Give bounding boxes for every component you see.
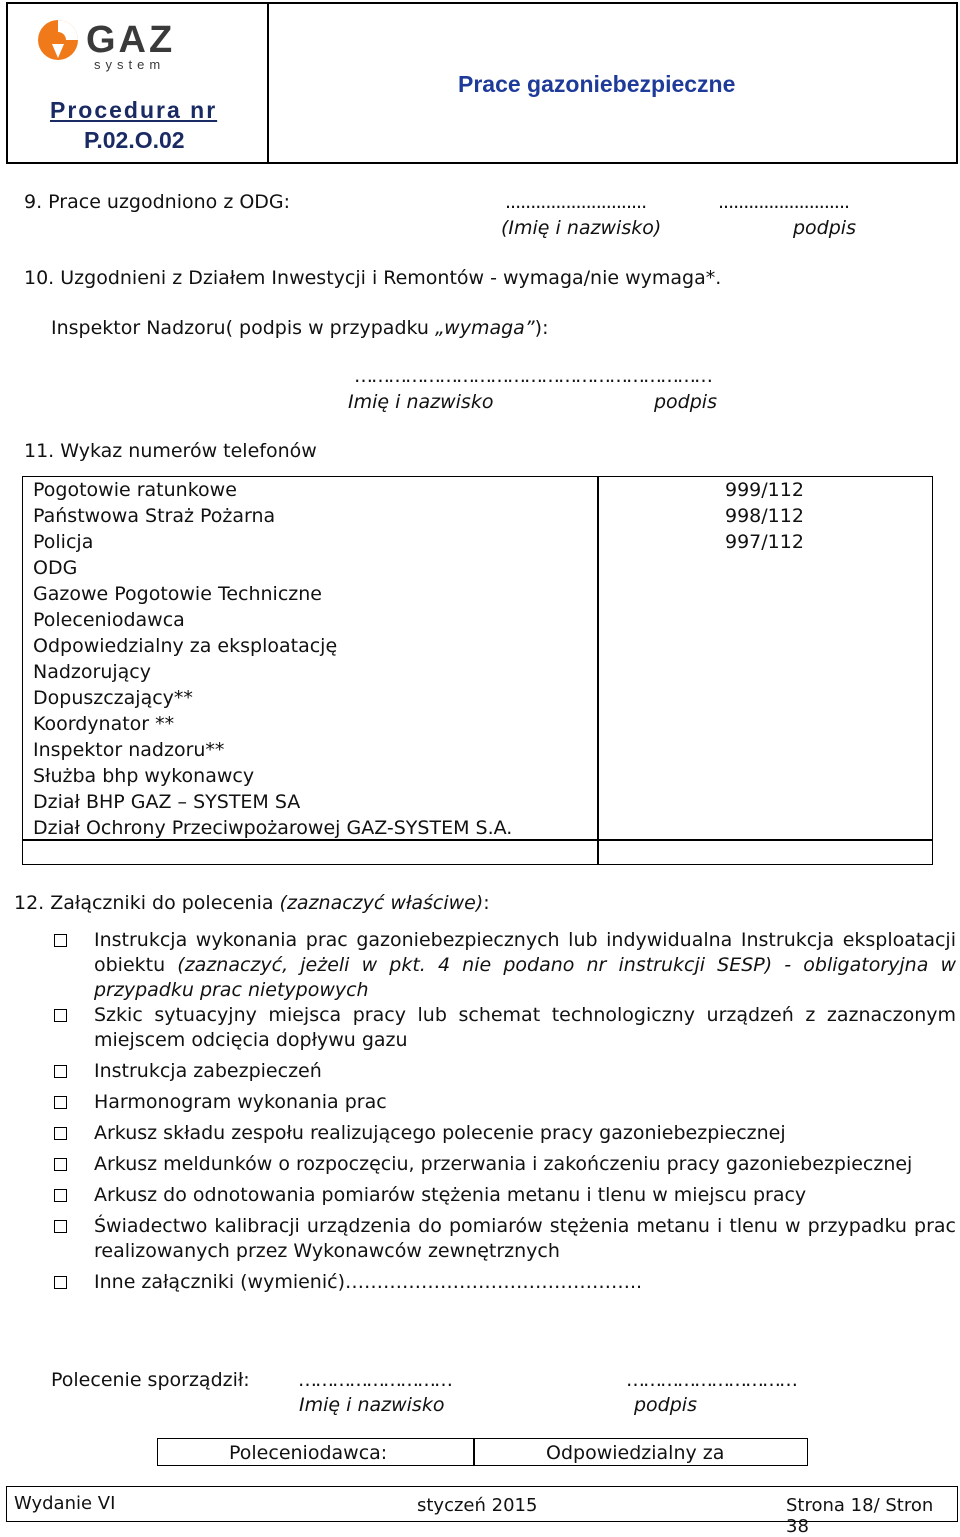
section10-text: 10. Uzgodnieni z Działem Inwestycji i Remontów - wymaga/nie wymaga*. bbox=[24, 267, 722, 289]
phone-row-label: Dopuszczający** bbox=[33, 687, 193, 709]
phone-row-label: ODG bbox=[33, 557, 78, 579]
gaz-system-logo bbox=[34, 14, 244, 76]
attachment-item-6: Arkusz meldunków o rozpoczęciu, przerwania i zakończeniu pracy gazoniebezpiecznej bbox=[94, 1153, 913, 1175]
attachment-item-9: Inne załączniki (wymienić)……………………………………….. bbox=[94, 1271, 643, 1293]
attachment-item-7: Arkusz do odnotowania pomiarów stężenia metanu i tlenu w miejscu pracy bbox=[94, 1184, 807, 1206]
approval-col-odpowiedzialny: Odpowiedzialny za bbox=[546, 1442, 725, 1464]
attachment-checkbox[interactable] bbox=[54, 934, 67, 947]
attachment-checkbox[interactable] bbox=[54, 1096, 67, 1109]
footer-page: Strona 18/ Stron 38 bbox=[786, 1495, 934, 1537]
signature-label: Polecenie sporządził: bbox=[51, 1369, 250, 1391]
section11-title: 11. Wykaz numerów telefonów bbox=[24, 440, 317, 462]
logo-subtext: system bbox=[94, 57, 166, 72]
attachment-checkbox[interactable] bbox=[54, 1220, 67, 1233]
attachment-checkbox[interactable] bbox=[54, 1276, 67, 1289]
attachment-item-1 bbox=[94, 928, 956, 1003]
attachment-checkbox[interactable] bbox=[54, 1009, 67, 1022]
phone-row-label: Służba bhp wykonawcy bbox=[33, 765, 255, 787]
attachment-item-4: Harmonogram wykonania prac bbox=[94, 1091, 387, 1113]
signature-dots-name: ……………………… bbox=[298, 1369, 451, 1391]
approval-table-divider bbox=[473, 1438, 475, 1466]
signature-caption-sign: podpis bbox=[634, 1394, 697, 1416]
section9-caption-sign: podpis bbox=[793, 217, 856, 239]
section12-title bbox=[14, 892, 490, 914]
procedure-label: Procedura nr bbox=[50, 97, 218, 123]
section10-caption-sign: podpis bbox=[654, 391, 717, 413]
footer-edition: Wydanie VI bbox=[14, 1493, 116, 1514]
approval-col-poleceniodawca: Poleceniodawca: bbox=[229, 1442, 388, 1464]
phone-row-number: 998/112 bbox=[725, 505, 804, 527]
signature-caption-name: Imię i nazwisko bbox=[299, 1394, 445, 1416]
phone-row-label: Dział Ochrony Przeciwpożarowej GAZ-SYSTEM S.A. bbox=[33, 817, 513, 839]
phone-row-number: 997/112 bbox=[725, 531, 804, 553]
document-title: Prace gazoniebezpieczne bbox=[458, 71, 736, 97]
phone-row-label: Koordynator ** bbox=[33, 713, 175, 735]
procedure-number: P.02.O.02 bbox=[84, 127, 185, 153]
phone-row-label: Państwowa Straż Pożarna bbox=[33, 505, 276, 527]
section12-title-italic: (zaznaczyć właściwe) bbox=[279, 892, 484, 914]
attachment-item-3: Instrukcja zabezpieczeń bbox=[94, 1060, 322, 1082]
attachment-checkbox[interactable] bbox=[54, 1065, 67, 1078]
section9-caption-name: (Imię i nazwisko) bbox=[501, 217, 662, 239]
attachment-checkbox[interactable] bbox=[54, 1127, 67, 1140]
phone-row-label: Nadzorujący bbox=[33, 661, 151, 683]
inspector-italic: „wymaga” bbox=[435, 317, 535, 339]
section12-title-prefix: 12. Załączniki do polecenia bbox=[14, 892, 280, 914]
attachment-item-8: Świadectwo kalibracji urządzenia do pomiarów stężenia metanu i tlenu w przypadku prac realizowanych przez Wykonawców zewnętrznych bbox=[94, 1215, 956, 1262]
phone-row-label: Pogotowie ratunkowe bbox=[33, 479, 237, 501]
phone-row-label: Odpowiedzialny za eksploatację bbox=[33, 635, 338, 657]
phone-row-label: Gazowe Pogotowie Techniczne bbox=[33, 583, 322, 605]
attachment-checkbox[interactable] bbox=[54, 1189, 67, 1202]
attachment-item-1-note: (zaznaczyć, jeżeli w pkt. 4 nie podano nr instrukcji SESP) - obligatoryjna w przypadku prac nietypowych bbox=[94, 954, 957, 1001]
phone-row-label: Policja bbox=[33, 531, 94, 553]
inspector-suffix: ): bbox=[534, 317, 549, 339]
section9-text: 9. Prace uzgodniono z ODG: bbox=[24, 191, 291, 213]
attachment-item-5: Arkusz składu zespołu realizującego polecenie pracy gazoniebezpiecznej bbox=[94, 1122, 786, 1144]
attachment-item-2: Szkic sytuacyjny miejsca pracy lub schemat technologiczny urządzeń z zaznaczonym miejscem odcięcia dopływu gazu bbox=[94, 1004, 956, 1051]
section9-dots-name: ............................ bbox=[505, 191, 647, 213]
phone-row-label: Poleceniodawca bbox=[33, 609, 185, 631]
phone-row-label: Inspektor nadzoru** bbox=[33, 739, 225, 761]
section9-dots-sign: .......................... bbox=[718, 191, 850, 213]
phone-table-divider bbox=[597, 476, 599, 865]
phone-row-number: 999/112 bbox=[725, 479, 804, 501]
inspector-line bbox=[51, 317, 548, 339]
logo-text: GAZ bbox=[86, 19, 176, 61]
section10-dots: ……………………………………………………… bbox=[354, 365, 711, 387]
phone-row-label: Dział BHP GAZ – SYSTEM SA bbox=[33, 791, 301, 813]
header-divider bbox=[267, 2, 269, 164]
attachment-item-1-text: Instrukcja wykonania prac gazoniebezpiecznych lub indywidualna Instrukcja eksploatacji obiektu bbox=[94, 929, 956, 976]
section10-caption-name: Imię i nazwisko bbox=[348, 391, 494, 413]
attachment-checkbox[interactable] bbox=[54, 1158, 67, 1171]
footer-date: styczeń 2015 bbox=[417, 1495, 538, 1516]
signature-dots-sign: ………………………… bbox=[626, 1369, 796, 1391]
inspector-prefix: Inspektor Nadzoru( podpis w przypadku bbox=[51, 317, 435, 339]
section12-title-suffix: : bbox=[483, 892, 490, 914]
